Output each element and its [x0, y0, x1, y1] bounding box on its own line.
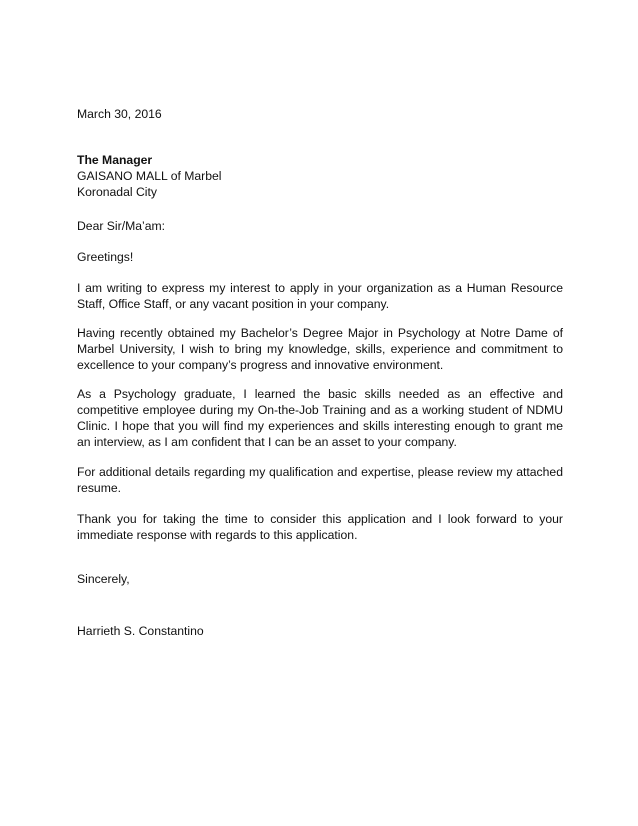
signature-name: Harrieth S. Constantino [77, 624, 204, 638]
greeting: Greetings! [77, 250, 134, 264]
body-paragraph: As a Psychology graduate, I learned the basic skills needed as an effective and competitive employee during my On-the-Job Training and as a working student of NDMU Clinic. I hope that you will find my experiences and skills interesting enough to grant me an interview, as I am confident that I can be an asset to your company. [77, 387, 563, 449]
body-paragraph: Having recently obtained my Bachelor’s Degree Major in Psychology at Notre Dame of Marbel University, I wish to bring my knowledge, skills, experience and commitment to excellence to your company’s progress and innovative environment. [77, 326, 563, 372]
body-paragraph: Thank you for taking the time to consider this application and I look forward to your immediate response with regards to this application. [77, 512, 563, 542]
letter-date: March 30, 2016 [77, 107, 162, 121]
letter-page [77, 0, 563, 826]
body-paragraph: I am writing to express my interest to apply in your organization as a Human Resource Staff, Office Staff, or any vacant position in your company. [77, 281, 563, 311]
recipient-company: GAISANO MALL of Marbel [77, 169, 222, 183]
recipient-city: Koronadal City [77, 185, 157, 199]
recipient-address [77, 152, 563, 200]
body-paragraph: For additional details regarding my qualification and expertise, please review my attached resume. [77, 465, 563, 495]
salutation: Dear Sir/Ma’am: [77, 219, 166, 233]
recipient-title: The Manager [77, 153, 153, 167]
closing: Sincerely, [77, 572, 130, 586]
